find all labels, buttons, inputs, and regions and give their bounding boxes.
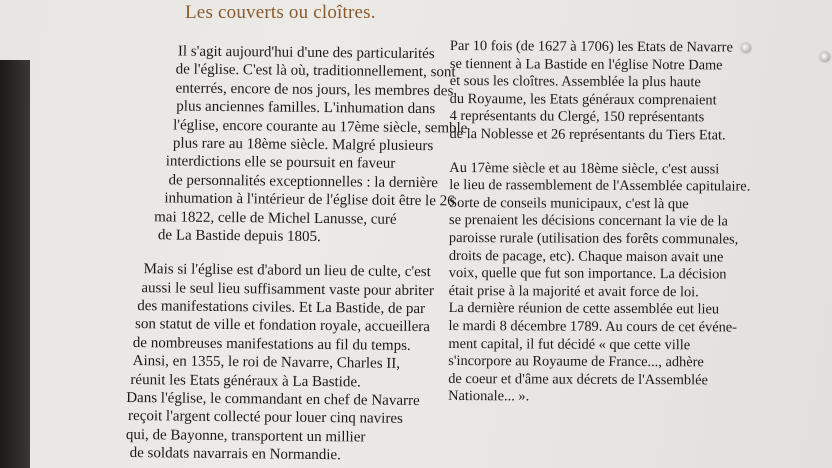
right-paragraph-1	[449, 38, 751, 145]
text-line: était prise à la majorité et avait force de loi.	[448, 282, 699, 301]
text-line: l'église, encore courante au 17ème siècle, semble	[173, 117, 468, 137]
text-line: qui, de Bayonne, transportent un millier	[125, 426, 366, 446]
text-line: La dernière réunion de cette assemblée eut lieu	[448, 300, 720, 318]
text-line: 4 représentants du Clergé, 150 représentants	[449, 108, 705, 126]
text-line: le mardi 8 décembre 1789. Au cours de cet événe-	[448, 317, 738, 336]
text-line: de nombreuses manifestations au fil du temps.	[132, 334, 411, 354]
text-line: aussi le seul lieu suffisamment vaste pour abriter	[141, 279, 435, 299]
text-line: le lieu de rassemblement de l'Assemblée capitulaire.	[449, 177, 751, 195]
text-line: interdictions elle se poursuit en faveur	[165, 153, 396, 173]
text-line: Sorte de conseils municipaux, c'est là que	[449, 194, 689, 213]
text-line: Il s'agit aujourd'hui d'une des particularités	[177, 43, 435, 63]
text-line: Par 10 fois (de 1627 à 1706) les Etats de Navarre	[449, 38, 733, 56]
text-line: et sous les cloîtres. Assemblée la plus haute	[449, 73, 701, 91]
text-line: plus rare au 18ème siècle. Malgré plusieurs	[172, 135, 434, 155]
text-line: voix, quelle que fut son importance. La décision	[448, 265, 727, 283]
text-line: enterrés, encore de nos jours, les membres des	[175, 80, 454, 100]
text-line: Nationale... ».	[448, 388, 530, 405]
text-line: ment capital, il fut décidé « que cette ville	[448, 335, 691, 353]
text-line: du Royaume, les Etats généraux comprenaient	[449, 90, 717, 109]
text-line: reçoit l'argent collecté pour louer cinq navires	[127, 408, 403, 428]
text-line: de coeur et d'âme aux décrets de l'Assemblée	[448, 370, 708, 389]
left-column	[126, 42, 469, 466]
text-line: se prenaient les décisions concernant la vie de la	[449, 212, 728, 230]
text-line: son statut de ville et fondation royale, accueillera	[134, 316, 430, 336]
text-line: des manifestations civiles. Et La Bastide, de par	[137, 298, 426, 318]
text-line: de l'église. C'est là où, traditionnellement, sont	[175, 61, 456, 81]
right-column	[448, 38, 751, 407]
text-line: Dans l'église, le commandant en chef de Navarre	[126, 390, 420, 410]
right-paragraph-2	[448, 160, 750, 408]
panel-title: Les couverts ou cloîtres.	[185, 2, 376, 23]
text-line: paroisse rurale (utilisation des forêts communales,	[448, 229, 739, 248]
text-line: droits de pacage, etc). Chaque maison avait une	[448, 247, 724, 265]
text-line: de la Noblesse et 26 représentants du Tiers Etat.	[449, 125, 726, 144]
text-line: plus anciennes familles. L'inhumation dans	[176, 98, 436, 118]
text-line: de personnalités exceptionnelles : la dernière	[168, 172, 439, 191]
text-line: de soldats navarrais en Normandie.	[129, 445, 341, 464]
text-line: réunit les Etats généraux à La Bastide.	[130, 371, 361, 391]
text-line: se tiennent à La Bastide en l'église Notre Dame	[449, 55, 723, 74]
background-shadow	[0, 60, 30, 468]
text-line: Au 17ème siècle et au 18ème siècle, c'est aussi	[449, 159, 720, 177]
text-line: Ainsi, en 1355, le roi de Navarre, Charles II,	[132, 353, 401, 373]
text-line: de La Bastide depuis 1805.	[157, 227, 321, 245]
left-paragraph-1	[128, 42, 468, 248]
text-line: s'incorpore au Royaume de France..., adhère	[448, 353, 704, 371]
screw-far-right	[820, 52, 830, 62]
left-paragraph-2	[126, 260, 466, 466]
text-line: Mais si l'église est d'abord un lieu de culte, c'est	[143, 261, 431, 281]
text-line: inhumation à l'intérieur de l'église doit être le 26	[164, 190, 455, 210]
text-line: mai 1822, celle de Michel Lanusse, curé	[154, 208, 397, 228]
